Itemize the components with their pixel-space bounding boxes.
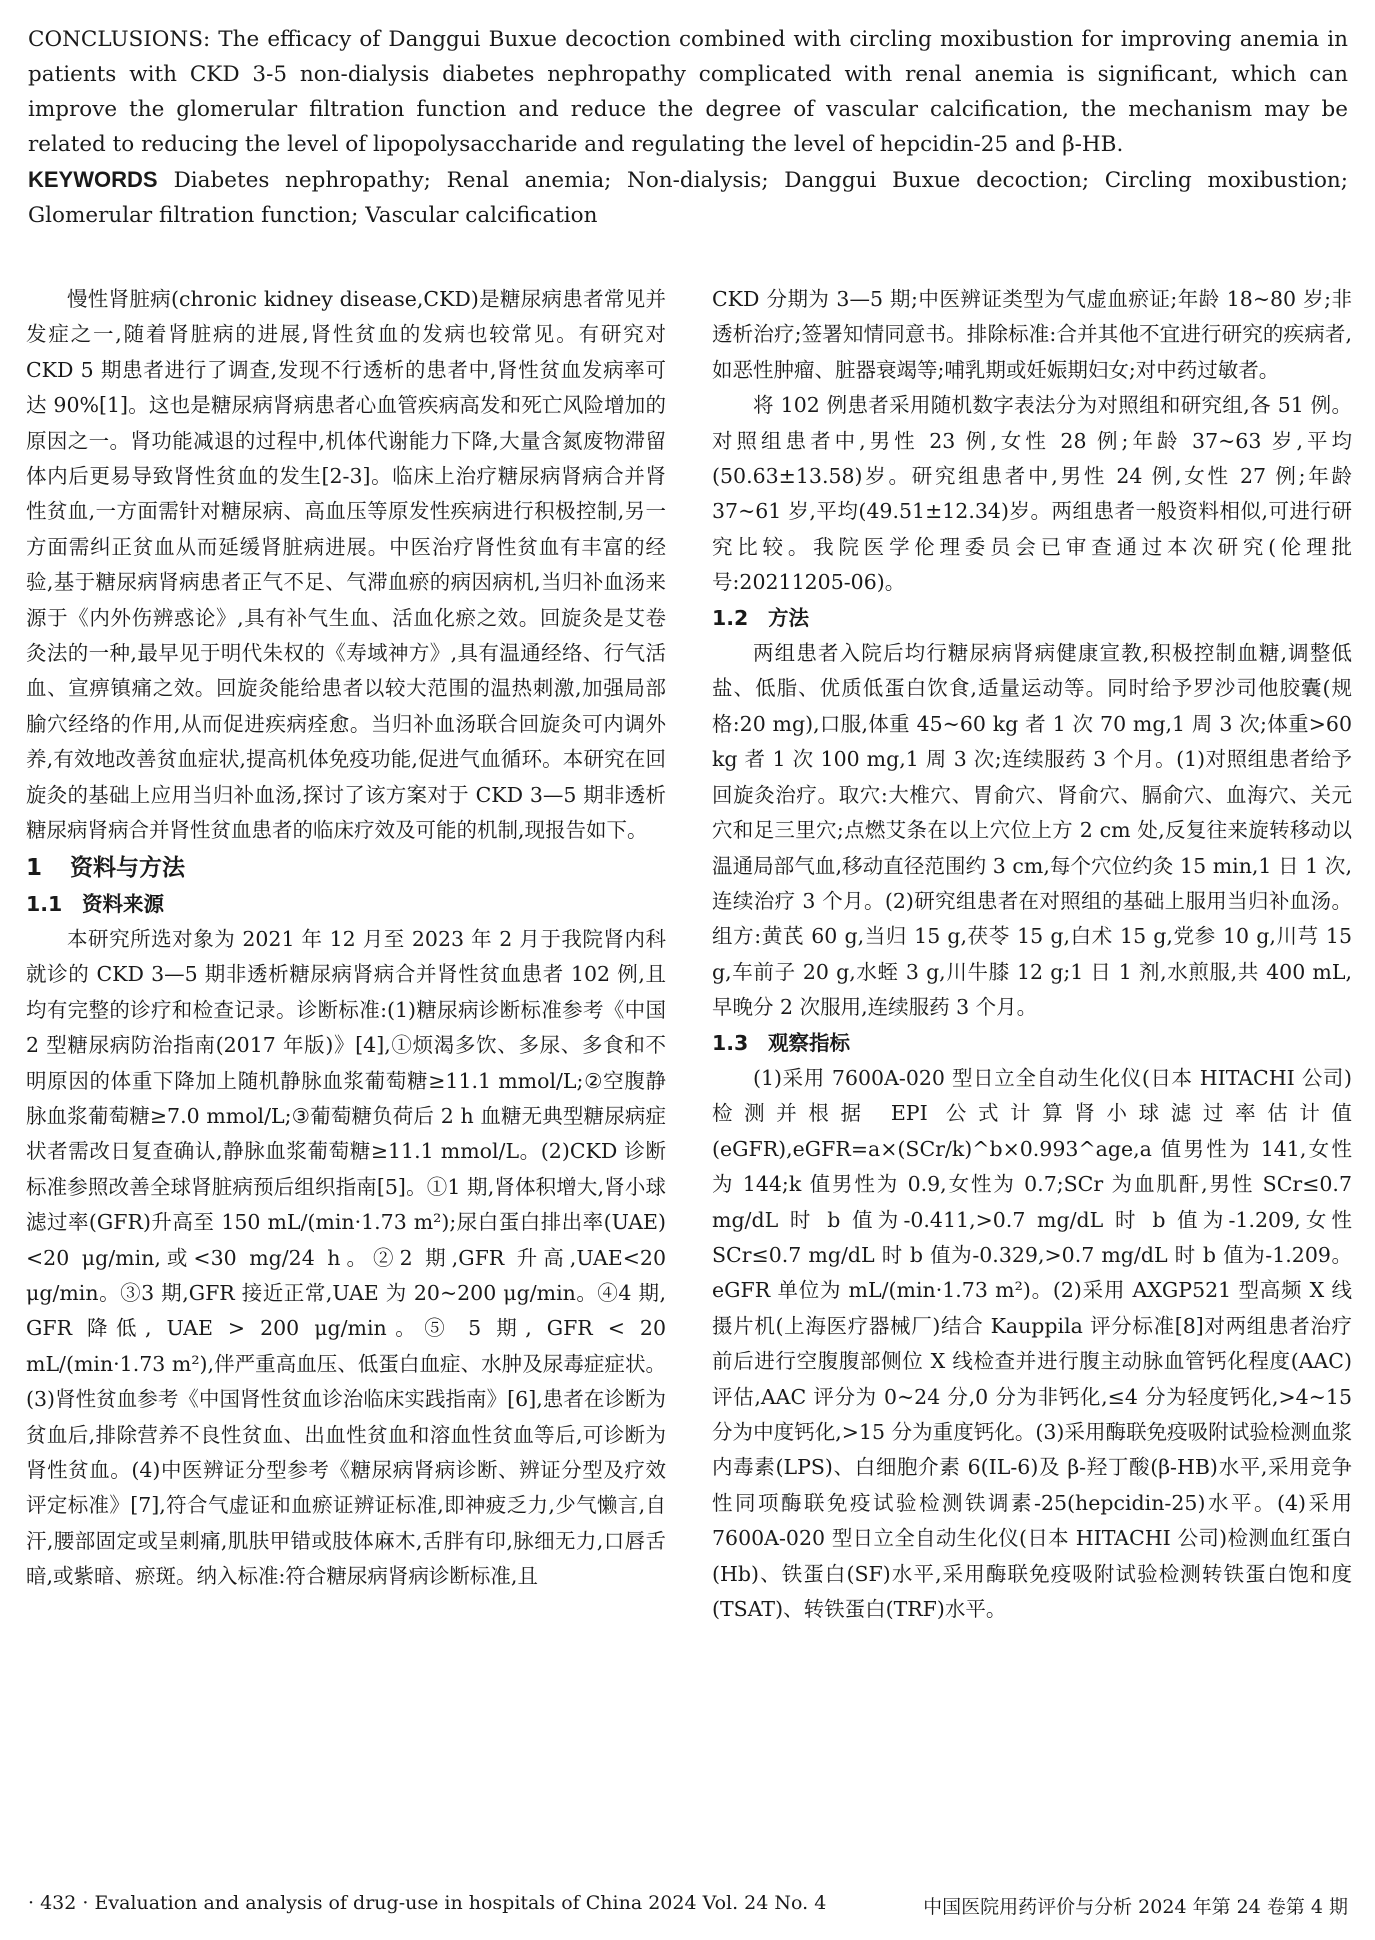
section-heading-1 xyxy=(26,849,666,887)
intro-paragraph: 慢性肾脏病(chronic kidney disease,CKD)是糖尿病患者常见并发症之一,随着肾脏病的进展,肾性贫血的发病也较常见。有研究对 CKD 5 期患者进行了调查,发现不行透析的患者中,肾性贫血发病率可达 90%[1]。这也是糖尿病肾病患者心血管疾病高发和死亡风险增加的原因之一。肾功能减退的过程中,机体代谢能力下降,大量含氮废物滞留体内后更易导致肾性贫血的发生[2-3]。临床上治疗糖尿病肾病合并肾性贫血,一方面需针对糖尿病、高血压等原发性疾病进行积极控制,另一方面需纠正贫血从而延缓肾脏病进展。中医治疗肾性贫血有丰富的经验,基于糖尿病肾病患者正气不足、气滞血瘀的病因病机,当归补血汤来源于《内外伤辨惑论》,具有补气生血、活血化瘀之效。回旋灸是艾卷灸法的一种,最早见于明代朱权的《寿域神方》,具有温通经络、行气活血、宣痹镇痛之效。回旋灸能给患者以较大范围的温热刺激,加强局部腧穴经络的作用,从而促进疾病痊愈。当归补血汤联合回旋灸可内调外养,有效地改善贫血症状,提高机体免疫功能,促进气血循环。本研究在回旋灸的基础上应用当归补血汤,探讨了该方案对于 CKD 3—5 期非透析糖尿病肾病合并肾性贫血患者的临床疗效及可能的机制,现报告如下。 xyxy=(26,287,666,843)
left-column xyxy=(26,282,666,1595)
criteria-continued-paragraph: CKD 分期为 3—5 期;中医辨证类型为气虚血瘀证;年龄 18~80 岁;非透析治疗;签署知情同意书。排除标准:合并其他不宜进行研究的疾病者,如恶性肿瘤、脏器衰竭等;哺乳期或妊娠期妇女;对中药过敏者。 xyxy=(712,287,1352,382)
section-title: 资料与方法 xyxy=(70,854,185,881)
subsection-heading-1-1 xyxy=(26,887,666,922)
grouping-paragraph: 将 102 例患者采用随机数字表法分为对照组和研究组,各 51 例。对照组患者中,男性 23 例,女性 28 例;年龄 37~63 岁,平均(50.63±13.58)岁。研究组患者中,男性 24 例,女性 27 例;年龄 37~61 岁,平均(49.51±12.34)岁。两组患者一般资料相似,可进行研究比较。我院医学伦理委员会已审查通过本次研究(伦理批号:20211205-06)。 xyxy=(712,393,1352,595)
observation-paragraph: (1)采用 7600A-020 型日立全自动生化仪(日本 HITACHI 公司)检测并根据 EPI 公式计算肾小球滤过率估计值(eGFR),eGFR=a×(SCr/k)^b×0.993^age,a 值男性为 141,女性为 144;k 值男性为 0.9,女性为 0.7;SCr 为血肌酐,男性 SCr≤0.7 mg/dL 时 b 值为-0.411,>0.7 mg/dL 时 b 值为-1.209,女性 SCr≤0.7 mg/dL 时 b 值为-0.329,>0.7 mg/dL 时 b 值为-1.209。eGFR 单位为 mL/(min·1.73 m²)。(2)采用 AXGP521 型高频 X 线摄片机(上海医疗器械厂)结合 Kauppila 评分标准[8]对两组患者治疗前后进行空腹腹部侧位 X 线检查并进行腹主动脉血管钙化程度(AAC)评估,AAC 评分为 0~24 分,0 分为非钙化,≤4 分为轻度钙化,>4~15 分为中度钙化,>15 分为重度钙化。(3)采用酶联免疫吸附试验检测血浆内毒素(LPS)、白细胞介素 6(IL-6)及 β-羟丁酸(β-HB)水平,采用竞争性同项酶联免疫试验检测铁调素-25(hepcidin-25)水平。(4)采用 7600A-020 型日立全自动生化仪(日本 HITACHI 公司)检测血红蛋白(Hb)、铁蛋白(SF)水平,采用酶联免疫吸附试验检测转铁蛋白饱和度(TSAT)、转铁蛋白(TRF)水平。 xyxy=(712,1065,1352,1622)
subsection-number: 1.3 xyxy=(712,1030,749,1055)
abstract-keywords xyxy=(28,162,1348,233)
subsection-title: 资料来源 xyxy=(82,891,164,916)
method-paragraph: 两组患者入院后均行糖尿病肾病健康宣教,积极控制血糖,调整低盐、低脂、优质低蛋白饮食,适量运动等。同时给予罗沙司他胶囊(规格:20 mg),口服,体重 45~60 kg 者 1 次 70 mg,1 周 3 次;体重>60 kg 者 1 次 100 mg,1 周 3 次;连续服药 3 个月。(1)对照组患者给予回旋灸治疗。取穴:大椎穴、胃俞穴、肾俞穴、膈俞穴、血海穴、关元穴和足三里穴;点燃艾条在以上穴位上方 2 cm 处,反复往来旋转移动以温通局部气血,移动直径范围约 3 cm,每个穴位约灸 15 min,1 日 1 次,连续治疗 3 个月。(2)研究组患者在对照组的基础上服用当归补血汤。组方:黄芪 60 g,当归 15 g,茯苓 15 g,白术 15 g,党参 10 g,川芎 15 g,车前子 20 g,水蛭 3 g,川牛膝 12 g;1 日 1 剂,水煎服,共 400 mL,早晚分 2 次服用,连续服药 3 个月。 xyxy=(712,641,1352,1020)
keywords-label: KEYWORDS xyxy=(28,167,158,192)
abstract-block xyxy=(28,22,1348,233)
subsection-heading-1-2 xyxy=(712,601,1352,636)
right-column xyxy=(712,282,1352,1627)
subsection-number: 1.1 xyxy=(26,891,63,916)
keywords-text: Diabetes nephropathy; Renal anemia; Non-dialysis; Danggui Buxue decoction; Circling moxibustion; Glomerular filtration function; Vascular calcification xyxy=(28,168,1348,228)
subsection-heading-1-3 xyxy=(712,1026,1352,1061)
subsection-title: 方法 xyxy=(768,605,809,630)
abstract-conclusions: CONCLUSIONS: The efficacy of Danggui Buxue decoction combined with circling moxibustion for improving anemia in patients with CKD 3-5 non-dialysis diabetes nephropathy complicated with renal anemia is significant, which can improve the glomerular filtration function and reduce the degree of vascular calcification, the mechanism may be related to reducing the level of lipopolysaccharide and regulating the level of hepcidin-25 and β-HB. xyxy=(28,27,1348,157)
subsection-title: 观察指标 xyxy=(768,1030,850,1055)
footer-journal-cn: 中国医院用药评价与分析 2024 年第 24 卷第 4 期 xyxy=(923,1896,1348,1918)
section-number: 1 xyxy=(26,854,43,881)
source-paragraph: 本研究所选对象为 2021 年 12 月至 2023 年 2 月于我院肾内科就诊的 CKD 3—5 期非透析糖尿病肾病合并肾性贫血患者 102 例,且均有完整的诊疗和检查记录。诊断标准:(1)糖尿病诊断标准参考《中国 2 型糖尿病防治指南(2017 年版)》[4],①烦渴多饮、多尿、多食和不明原因的体重下降加上随机静脉血浆葡萄糖≥11.1 mmol/L;②空腹静脉血浆葡萄糖≥7.0 mmol/L;③葡萄糖负荷后 2 h 血糖无典型糖尿病症状者需改日复查确认,静脉血浆葡萄糖≥11.1 mmol/L。(2)CKD 诊断标准参照改善全球肾脏病预后组织指南[5]。①1 期,肾体积增大,肾小球滤过率(GFR)升高至 150 mL/(min·1.73 m²);尿白蛋白排出率(UAE)<20 μg/min,或<30 mg/24 h。②2 期,GFR 升高,UAE<20 μg/min。③3 期,GFR 接近正常,UAE 为 20~200 μg/min。④4 期, GFR 降低, UAE > 200 μg/min。⑤ 5 期, GFR < 20 mL/(min·1.73 m²),伴严重高血压、低蛋白血症、水肿及尿毒症症状。(3)肾性贫血参考《中国肾性贫血诊治临床实践指南》[6],患者在诊断为贫血后,排除营养不良性贫血、出血性贫血和溶血性贫血等后,可诊断为肾性贫血。(4)中医辨证分型参考《糖尿病肾病诊断、辨证分型及疗效评定标准》[7],符合气虚证和血瘀证辨证标准,即神疲乏力,少气懒言,自汗,腰部固定或呈刺痛,肌肤甲错或肢体麻木,舌胖有印,脉细无力,口唇舌暗,或紫暗、瘀斑。纳入标准:符合糖尿病肾病诊断标准,且 xyxy=(26,926,666,1589)
footer-journal-en: · 432 · Evaluation and analysis of drug-use in hospitals of China 2024 Vol. 24 No. 4 xyxy=(28,1892,827,1914)
subsection-number: 1.2 xyxy=(712,605,749,630)
